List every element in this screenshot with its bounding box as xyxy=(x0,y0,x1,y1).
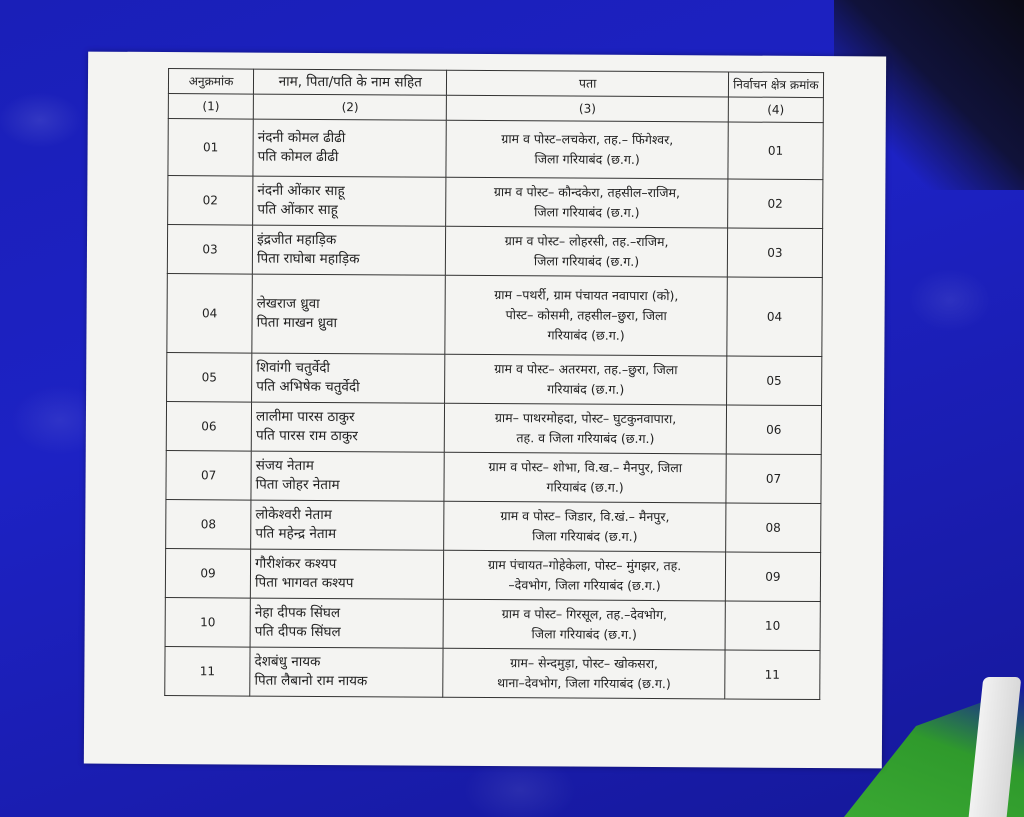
header-serial: अनुक्रमांक xyxy=(168,69,253,95)
header-address: पता xyxy=(447,70,729,97)
name-cell-text: पिता माखन ध्रुवा xyxy=(256,314,338,332)
serial-cell-text: 10 xyxy=(200,615,216,630)
constituency-cell xyxy=(728,122,824,180)
table-row xyxy=(167,274,822,357)
name-cell xyxy=(253,119,447,177)
constituency-cell-text: 10 xyxy=(764,618,781,633)
name-cell-text: इंद्रजीत महाड़िक xyxy=(257,231,337,249)
name-cell-text: नंदनी कोमल ढीढी xyxy=(257,129,346,147)
serial-cell-text: 04 xyxy=(201,306,218,321)
serial-cell xyxy=(168,119,253,177)
name-cell-text: पति महेन्द्र नेताम xyxy=(255,525,337,543)
table-row xyxy=(168,176,823,229)
name-cell-text: पति दीपक सिंघल xyxy=(254,623,341,641)
name-cell-text: पिता लैबानो राम नायक xyxy=(254,672,368,690)
address-cell-text: जिला गरियाबंद (छ.ग.) xyxy=(532,528,638,544)
table-row xyxy=(165,647,820,700)
address-cell-text: ग्राम –पथर्री, ग्राम पंचायत नवापारा (को), xyxy=(494,287,679,304)
serial-cell xyxy=(166,402,251,452)
name-cell xyxy=(250,598,444,648)
constituency-cell xyxy=(725,503,820,553)
constituency-cell xyxy=(727,228,822,278)
name-cell-text: देशबंधु नायक xyxy=(254,653,321,670)
table-row xyxy=(166,402,821,455)
address-cell xyxy=(445,354,727,405)
address-cell-text: ग्राम व पोस्ट– लोहरसी, तह.–राजिम, xyxy=(504,233,669,250)
address-cell xyxy=(446,177,728,228)
constituency-cell-text: 09 xyxy=(765,569,781,584)
serial-cell-text: 03 xyxy=(202,242,218,257)
constituency-cell xyxy=(725,650,820,700)
address-cell-text: गरियाबंद (छ.ग.) xyxy=(547,327,625,343)
address-cell-text: –देवभोग, जिला गरियाबंद (छ.ग.) xyxy=(508,577,661,594)
constituency-cell-text: 01 xyxy=(767,143,784,158)
column-number: (1) xyxy=(168,94,253,120)
serial-cell-text: 01 xyxy=(202,140,219,155)
name-cell xyxy=(252,225,446,275)
constituency-cell-text: 08 xyxy=(765,520,781,535)
constituency-cell xyxy=(727,277,823,357)
constituency-cell xyxy=(727,179,822,229)
name-cell-text: संजय नेताम xyxy=(255,457,314,474)
address-cell xyxy=(445,403,727,454)
name-cell-text: पति कोमल ढीढी xyxy=(257,148,339,166)
name-cell-text: पति पारस राम ठाकुर xyxy=(255,427,358,445)
constituency-cell xyxy=(725,552,820,602)
name-cell-text: शिवांगी चतुर्वेदी xyxy=(256,359,330,377)
name-cell xyxy=(251,500,445,550)
name-cell xyxy=(252,274,446,354)
serial-cell-text: 02 xyxy=(202,193,219,208)
constituency-cell xyxy=(726,454,821,504)
serial-cell-text: 06 xyxy=(201,419,217,434)
table-row xyxy=(166,500,821,553)
address-cell-text: ग्राम व पोस्ट– कौन्दकेरा, तहसील–राजिम, xyxy=(493,184,681,201)
constituency-cell xyxy=(726,405,821,455)
name-cell-text: पिता जोहर नेताम xyxy=(255,476,340,494)
constituency-cell xyxy=(725,601,820,651)
name-cell-text: नेहा दीपक सिंघल xyxy=(254,604,341,622)
address-cell-text: ग्राम व पोस्ट– शोभा, वि.ख.– मैनपुर, जिला xyxy=(488,459,683,476)
address-cell xyxy=(446,120,728,179)
address-cell xyxy=(445,275,727,356)
constituency-cell-text: 11 xyxy=(764,667,780,682)
address-cell xyxy=(446,226,728,277)
serial-cell xyxy=(167,274,253,354)
address-cell-text: ग्राम व पोस्ट– जिडार, वि.खं.– मैनपुर, xyxy=(500,508,670,525)
table-row xyxy=(167,225,822,278)
name-cell-text: पति अभिषेक चतुर्वेदी xyxy=(256,378,360,396)
name-cell-text: लालीमा पारस ठाकुर xyxy=(256,408,355,426)
table-row xyxy=(165,549,820,602)
name-cell-text: पिता राघोबा महाड़िक xyxy=(256,250,360,268)
column-number: (3) xyxy=(447,95,729,122)
constituency-cell xyxy=(726,356,821,406)
name-cell xyxy=(252,353,446,403)
paper-sheet xyxy=(84,52,886,769)
constituency-cell-text: 04 xyxy=(766,309,783,324)
serial-cell-text: 07 xyxy=(200,468,217,483)
constituency-cell-text: 05 xyxy=(766,373,782,388)
name-cell-text: गौरीशंकर कश्यप xyxy=(255,555,337,573)
name-cell-text: लोकेश्वरी नेताम xyxy=(255,506,332,524)
column-number: (2) xyxy=(253,94,446,120)
name-cell xyxy=(251,451,445,501)
table-row xyxy=(165,598,820,651)
serial-cell xyxy=(166,451,251,501)
header-name: नाम, पिता/पति के नाम सहित xyxy=(254,69,447,95)
address-cell xyxy=(443,599,725,650)
constituency-cell-text: 06 xyxy=(766,422,782,437)
address-cell-text: तह. व जिला गरियाबंद (छ.ग.) xyxy=(516,430,655,447)
serial-cell-text: 11 xyxy=(199,664,216,679)
column-number: (4) xyxy=(728,97,823,123)
address-cell-text: थाना–देवभोग, जिला गरियाबंद (छ.ग.) xyxy=(497,675,671,692)
table-row xyxy=(167,353,822,406)
name-cell xyxy=(250,647,444,697)
constituency-cell-text: 02 xyxy=(767,196,783,211)
serial-cell-text: 09 xyxy=(200,566,216,581)
serial-cell-text: 08 xyxy=(200,517,217,532)
serial-cell xyxy=(165,598,250,648)
serial-cell-text: 05 xyxy=(201,370,217,385)
serial-cell xyxy=(167,225,252,275)
constituency-cell-text: 03 xyxy=(767,245,783,260)
address-cell-text: ग्राम व पोस्ट–लचकेरा, तह.– फिंगेश्वर, xyxy=(501,131,674,148)
name-cell-text: पति ओंकार साहू xyxy=(257,201,338,219)
address-cell xyxy=(444,550,726,601)
table-row xyxy=(168,119,823,180)
address-cell xyxy=(443,648,725,699)
serial-cell xyxy=(166,500,251,550)
address-cell-text: ग्राम व पोस्ट– गिरसूल, तह.–देवभोग, xyxy=(501,606,668,623)
name-cell xyxy=(251,402,445,452)
serial-cell xyxy=(165,549,250,599)
address-cell xyxy=(444,501,726,552)
name-cell xyxy=(253,176,447,226)
address-cell-text: जिला गरियाबंद (छ.ग.) xyxy=(534,151,640,167)
address-cell xyxy=(444,452,726,503)
address-cell-text: ग्राम– पाथरमोहदा, पोस्ट– घुटकुनवापारा, xyxy=(494,410,677,427)
name-cell-text: पिता भागवत कश्यप xyxy=(255,574,354,592)
serial-cell xyxy=(168,176,253,226)
serial-cell xyxy=(165,647,250,697)
name-cell xyxy=(250,549,444,599)
address-cell-text: ग्राम व पोस्ट– अतरमरा, तह.–छुरा, जिला xyxy=(494,361,678,378)
address-cell-text: जिला गरियाबंद (छ.ग.) xyxy=(534,204,640,220)
table-body xyxy=(165,119,824,700)
candidate-table xyxy=(164,68,824,700)
header-constituency: निर्वाचन क्षेत्र क्रमांक xyxy=(728,72,823,98)
table-row xyxy=(166,451,821,504)
serial-cell xyxy=(167,353,252,403)
address-cell-text: पोस्ट– कोसमी, तहसील–छुरा, जिला xyxy=(505,307,667,324)
constituency-cell-text: 07 xyxy=(765,471,782,486)
address-cell-text: गरियाबंद (छ.ग.) xyxy=(547,381,625,397)
address-cell-text: ग्राम– सेन्दमुड़ा, पोस्ट– खोकसरा, xyxy=(510,655,659,672)
address-cell-text: जिला गरियाबंद (छ.ग.) xyxy=(531,626,637,642)
address-cell-text: जिला गरियाबंद (छ.ग.) xyxy=(533,253,640,269)
address-cell-text: गरियाबंद (छ.ग.) xyxy=(546,479,624,495)
name-cell-text: नंदनी ओंकार साहू xyxy=(257,182,345,200)
name-cell-text: लेखराज ध्रुवा xyxy=(256,295,320,312)
address-cell-text: ग्राम पंचायत–गोहेकेला, पोस्ट– मुंगझर, तह. xyxy=(487,557,682,574)
